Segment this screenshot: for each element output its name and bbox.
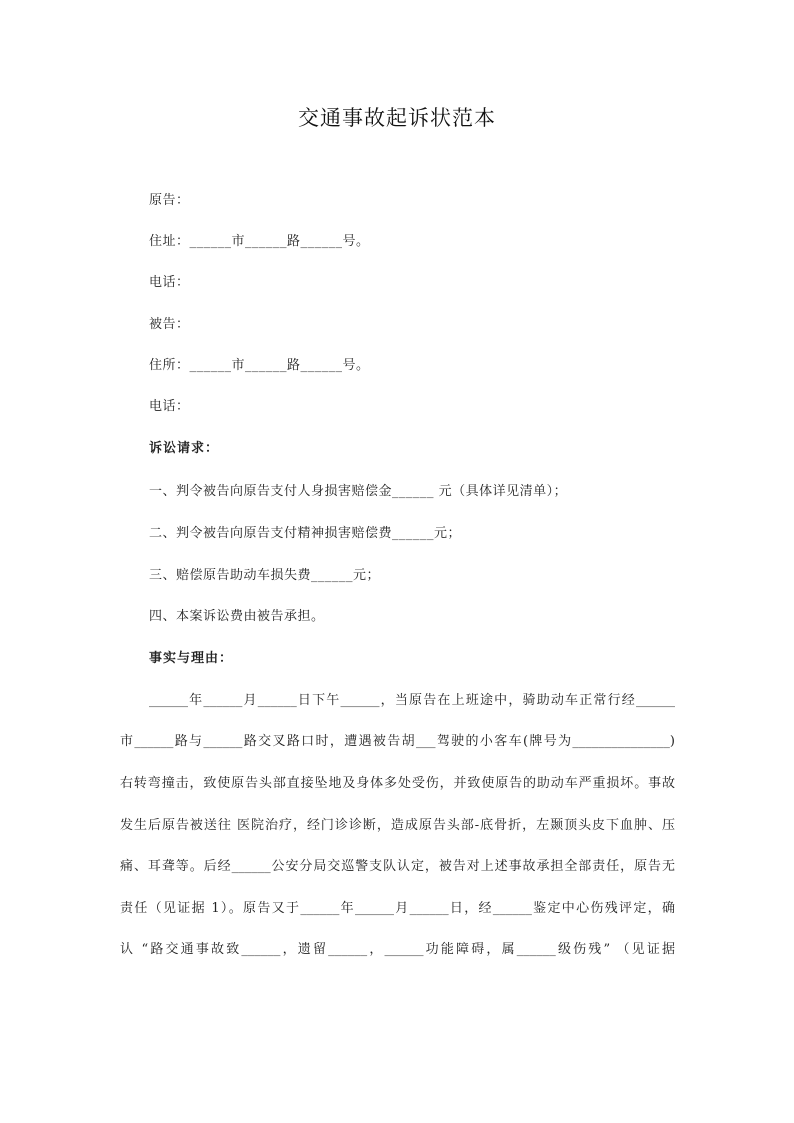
plaintiff-address: 住址：______市______路______号。 xyxy=(149,234,370,249)
claim-item: 四、本案诉讼费由被告承担。 xyxy=(149,609,325,624)
facts-paragraph-line: 右转弯撞击，致使原告头部直接坠地及身体多处受伤，并致使原告的助动车严重损坏。事故 xyxy=(120,776,675,791)
facts-paragraph-line: 痛、耳聋等。后经______公安分局交巡警支队认定，被告对上述事故承担全部责任，原告无 xyxy=(120,859,675,874)
facts-heading: 事实与理由： xyxy=(149,651,234,666)
claim-item: 三、赔偿原告助动车损失费______元； xyxy=(149,568,381,583)
claim-item: 一、判令被告向原告支付人身损害赔偿金______ 元（具体详见清单）； xyxy=(149,484,568,499)
facts-paragraph-line: 认 “路交通事故致______，遗留______，______功能障碍，属______级伤残” （见证据 xyxy=(120,942,675,957)
defendant-phone: 电话： xyxy=(149,399,190,414)
plaintiff-label: 原告： xyxy=(149,193,190,208)
facts-paragraph-line: 责任（见证据 1）。原告又于______年______月______日，经______鉴定中心伤残评定，确 xyxy=(120,901,675,916)
defendant-label: 被告： xyxy=(149,317,190,332)
facts-paragraph-line: 市______路与______路交叉路口时，遭遇被告胡___驾驶的小客车(牌号为_______________) xyxy=(120,734,675,749)
facts-paragraph-line: 发生后原告被送往 医院治疗，经门诊诊断，造成原告头部-底骨折，左颞顶头皮下血肿、压 xyxy=(120,818,675,833)
defendant-address: 住所：______市______路______号。 xyxy=(149,358,370,373)
claims-heading: 诉讼请求： xyxy=(149,441,220,456)
plaintiff-phone: 电话： xyxy=(149,275,190,290)
document-title: 交通事故起诉状范本 xyxy=(298,106,496,130)
facts-paragraph-line: ______年______月______日下午______，当原告在上班途中，骑助动车正常行经______ xyxy=(149,693,675,708)
claim-item: 二、判令被告向原告支付精神损害赔偿费______元； xyxy=(149,526,462,541)
